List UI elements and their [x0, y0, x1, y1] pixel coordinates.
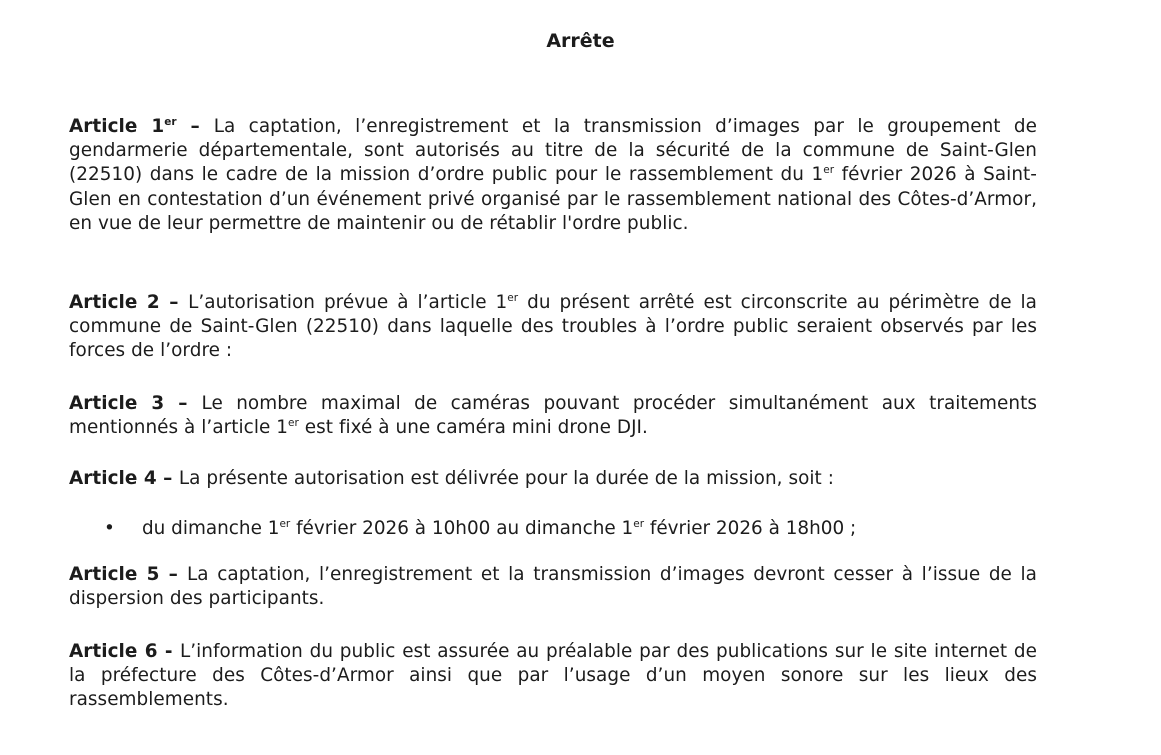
superscript-er: er: [164, 116, 177, 128]
article-2: [69, 291, 1037, 364]
article-4-bullet: [104, 517, 1024, 541]
superscript-er: er: [279, 518, 291, 530]
superscript-er: er: [823, 164, 835, 177]
article-5-text: La captation, l’enregistrement et la transmission d’images devront cesser à l’issue de la dispersion des participants.: [69, 564, 1037, 610]
article-3-text-1: Le nombre maximal de caméras pouvant procéder simultanément aux traitements mentionnés à l’article 1: [69, 393, 1037, 439]
superscript-er: er: [507, 292, 519, 304]
article-2-text-2: du présent arrêté est circonscrite au périmètre de la commune de Saint-Glen (22510) dans laquelle des troubles à l’ordre public seraient observés par les forces de l’ordre :: [69, 292, 1037, 362]
superscript-er: er: [288, 417, 299, 430]
article-1-text-1: La captation, l’enregistrement et la transmission d’images par le groupement de gendarmerie départementale, sont autorisés au titre de la sécurité de la commune de Saint-Glen (22510) dans le cadre de la mission d’ordre public pour le rassemblement du 1: [69, 116, 1037, 186]
bullet-text-1: du dimanche 1: [142, 518, 280, 539]
article-1-text-2: février 2026 à Saint-Glen en contestation d’un événement privé organisé par le rassemblement national des Côtes-d’Armor, en vue de leur permettre de maintenir ou de rétablir l'ordre public.: [69, 164, 1037, 234]
page-title: Arrête: [546, 30, 615, 52]
article-1-label: [69, 116, 214, 137]
article-1-label-prefix: Article 1: [69, 116, 165, 137]
article-1: [69, 115, 1037, 236]
bullet-text-2: février 2026 à 10h00 au dimanche 1: [290, 518, 634, 539]
article-5-label: Article 5 –: [69, 564, 188, 585]
article-2-label: Article 2 –: [69, 292, 189, 313]
article-4-label: Article 4 –: [69, 468, 179, 489]
article-6: [69, 640, 1037, 713]
bullet-icon: •: [104, 518, 115, 539]
article-4-text: La présente autorisation est délivrée pour la durée de la mission, soit :: [178, 468, 834, 489]
article-1-label-dash: –: [176, 116, 214, 137]
article-5: [69, 563, 1037, 611]
article-3-text-2: est fixé à une caméra mini drone DJI.: [298, 417, 648, 439]
superscript-er: er: [633, 518, 645, 530]
article-6-text: L’information du public est assurée au préalable par des publications sur le site internet de la préfecture des Côtes-d’Armor ainsi que par l’usage d’un moyen sonore sur les lieux des rassemblements.: [69, 641, 1037, 711]
article-3: [69, 392, 1037, 440]
article-2-text-1: L’autorisation prévue à l’article 1: [188, 292, 508, 313]
article-6-label: Article 6 -: [69, 641, 180, 662]
article-4: [69, 467, 1037, 491]
article-3-label: Article 3 –: [69, 393, 202, 414]
bullet-text-3: février 2026 à 18h00 ;: [644, 518, 857, 539]
